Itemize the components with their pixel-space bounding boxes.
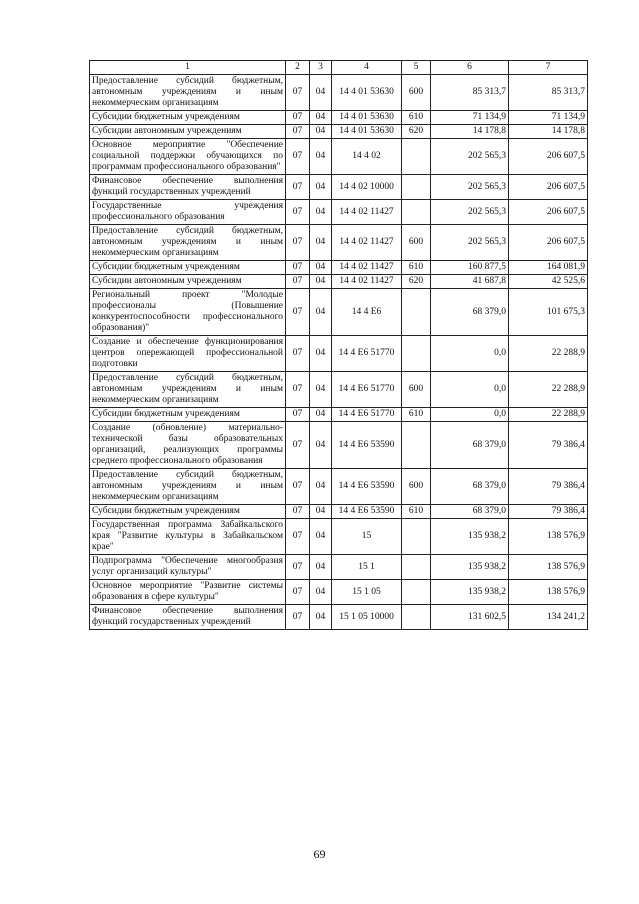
amount-year2-cell: 79 386,4 — [509, 469, 588, 505]
row-name-cell: Региональный проект "Молодые профессионалы (Повышение конкурентоспособности профессионального образования)" — [90, 289, 286, 336]
row-name-cell: Основное мероприятие "Развитие системы образования в сфере культуры" — [90, 580, 286, 605]
section-code-cell: 07 — [286, 422, 310, 469]
header-cell: 1 — [90, 61, 286, 75]
section-code-cell: 07 — [286, 275, 310, 289]
row-name-cell: Создание (обновление) материально-технической базы образовательных организаций, реализующих программы среднего профессионального образования — [90, 422, 286, 469]
expense-type-cell: 610 — [402, 408, 431, 422]
row-name-cell: Основное мероприятие "Обеспечение социальной поддержки обучающихся по программам профессионального образования" — [90, 139, 286, 175]
subsection-code-cell: 04 — [310, 139, 332, 175]
amount-year1-cell: 68 379,0 — [431, 422, 509, 469]
subsection-code-cell: 04 — [310, 469, 332, 505]
header-cell: 6 — [431, 61, 509, 75]
row-name-cell: Предоставление субсидий бюджетным, автономным учреждениям и иным некоммерческим организациям — [90, 75, 286, 111]
expense-type-cell — [402, 200, 431, 225]
section-code-cell: 07 — [286, 555, 310, 580]
table-row — [90, 469, 588, 505]
amount-year1-cell: 135 938,2 — [431, 519, 509, 555]
target-article-cell: 14 4 01 53630 — [332, 125, 402, 139]
row-name-cell: Создание и обеспечение функционирования центров опережающей профессиональной подготовки — [90, 336, 286, 372]
expense-type-cell — [402, 422, 431, 469]
section-code-cell: 07 — [286, 469, 310, 505]
section-code-cell: 07 — [286, 336, 310, 372]
subsection-code-cell: 04 — [310, 225, 332, 261]
target-article-cell: 14 4 01 53630 — [332, 111, 402, 125]
amount-year2-cell: 206 607,5 — [509, 225, 588, 261]
target-article-cell: 14 4 02 10000 — [332, 175, 402, 200]
row-name-cell: Подпрограмма "Обеспечение многообразия услуг организаций культуры" — [90, 555, 286, 580]
amount-year2-cell: 85 313,7 — [509, 75, 588, 111]
row-name-cell: Субсидии автономным учреждениям — [90, 125, 286, 139]
subsection-code-cell: 04 — [310, 580, 332, 605]
subsection-code-cell: 04 — [310, 336, 332, 372]
row-name-cell: Финансовое обеспечение выполнения функций государственных учреждений — [90, 605, 286, 630]
header-cell: 3 — [310, 61, 332, 75]
target-article-cell: 14 4 02 11427 — [332, 261, 402, 275]
target-article-cell: 14 4 E6 53590 — [332, 505, 402, 519]
amount-year1-cell: 68 379,0 — [431, 469, 509, 505]
amount-year1-cell: 135 938,2 — [431, 555, 509, 580]
target-article-cell: 14 4 E6 51770 — [332, 408, 402, 422]
section-code-cell: 07 — [286, 175, 310, 200]
expense-type-cell — [402, 519, 431, 555]
section-code-cell: 07 — [286, 125, 310, 139]
amount-year2-cell: 164 081,9 — [509, 261, 588, 275]
table-row — [90, 580, 588, 605]
amount-year2-cell: 71 134,9 — [509, 111, 588, 125]
expense-type-cell: 610 — [402, 505, 431, 519]
row-name-cell: Предоставление субсидий бюджетным, автономным учреждениям и иным некоммерческим организациям — [90, 372, 286, 408]
row-name-cell: Субсидии бюджетным учреждениям — [90, 111, 286, 125]
row-name-cell: Предоставление субсидий бюджетным, автономным учреждениям и иным некоммерческим организациям — [90, 225, 286, 261]
expense-type-cell: 610 — [402, 111, 431, 125]
row-name-cell: Финансовое обеспечение выполнения функций государственных учреждений — [90, 175, 286, 200]
section-code-cell: 07 — [286, 505, 310, 519]
subsection-code-cell: 04 — [310, 408, 332, 422]
amount-year2-cell: 22 288,9 — [509, 372, 588, 408]
amount-year2-cell: 79 386,4 — [509, 422, 588, 469]
subsection-code-cell: 04 — [310, 519, 332, 555]
target-article-cell: 14 4 02 11427 — [332, 225, 402, 261]
amount-year1-cell: 0,0 — [431, 372, 509, 408]
amount-year2-cell: 206 607,5 — [509, 175, 588, 200]
table-row — [90, 225, 588, 261]
expense-type-cell — [402, 336, 431, 372]
expense-type-cell: 600 — [402, 372, 431, 408]
amount-year1-cell: 71 134,9 — [431, 111, 509, 125]
section-code-cell: 07 — [286, 372, 310, 408]
target-article-cell: 14 4 E6 53590 — [332, 422, 402, 469]
section-code-cell: 07 — [286, 75, 310, 111]
budget-table — [89, 60, 588, 630]
table-header-row — [90, 61, 588, 75]
table-row — [90, 422, 588, 469]
section-code-cell: 07 — [286, 289, 310, 336]
header-cell: 5 — [402, 61, 431, 75]
target-article-cell: 14 4 02 — [332, 139, 402, 175]
subsection-code-cell: 04 — [310, 422, 332, 469]
amount-year2-cell: 138 576,9 — [509, 519, 588, 555]
expense-type-cell: 610 — [402, 261, 431, 275]
expense-type-cell — [402, 139, 431, 175]
amount-year2-cell: 42 525,6 — [509, 275, 588, 289]
expense-type-cell: 600 — [402, 469, 431, 505]
expense-type-cell: 600 — [402, 225, 431, 261]
section-code-cell: 07 — [286, 225, 310, 261]
row-name-cell: Государственные учреждения профессионального образования — [90, 200, 286, 225]
subsection-code-cell: 04 — [310, 111, 332, 125]
subsection-code-cell: 04 — [310, 555, 332, 580]
amount-year2-cell: 138 576,9 — [509, 580, 588, 605]
section-code-cell: 07 — [286, 200, 310, 225]
amount-year2-cell: 138 576,9 — [509, 555, 588, 580]
row-name-cell: Государственная программа Забайкальского края "Развитие культуры в Забайкальском крае" — [90, 519, 286, 555]
target-article-cell: 14 4 E6 51770 — [332, 372, 402, 408]
amount-year1-cell: 68 379,0 — [431, 289, 509, 336]
header-cell: 7 — [509, 61, 588, 75]
amount-year2-cell: 101 675,3 — [509, 289, 588, 336]
amount-year1-cell: 0,0 — [431, 408, 509, 422]
table-row — [90, 275, 588, 289]
expense-type-cell — [402, 605, 431, 630]
subsection-code-cell: 04 — [310, 372, 332, 408]
table-row — [90, 175, 588, 200]
section-code-cell: 07 — [286, 408, 310, 422]
amount-year1-cell: 202 565,3 — [431, 225, 509, 261]
subsection-code-cell: 04 — [310, 505, 332, 519]
table-row — [90, 408, 588, 422]
amount-year1-cell: 202 565,3 — [431, 139, 509, 175]
amount-year1-cell: 202 565,3 — [431, 200, 509, 225]
target-article-cell: 14 4 02 11427 — [332, 275, 402, 289]
subsection-code-cell: 04 — [310, 175, 332, 200]
target-article-cell: 14 4 E6 — [332, 289, 402, 336]
target-article-cell: 14 4 E6 53590 — [332, 469, 402, 505]
amount-year1-cell: 135 938,2 — [431, 580, 509, 605]
amount-year2-cell: 134 241,2 — [509, 605, 588, 630]
expense-type-cell: 620 — [402, 125, 431, 139]
header-cell: 2 — [286, 61, 310, 75]
subsection-code-cell: 04 — [310, 289, 332, 336]
amount-year1-cell: 131 602,5 — [431, 605, 509, 630]
expense-type-cell: 620 — [402, 275, 431, 289]
amount-year2-cell: 79 386,4 — [509, 505, 588, 519]
amount-year1-cell: 0,0 — [431, 336, 509, 372]
target-article-cell: 14 4 E6 51770 — [332, 336, 402, 372]
subsection-code-cell: 04 — [310, 261, 332, 275]
table-row — [90, 111, 588, 125]
subsection-code-cell: 04 — [310, 200, 332, 225]
amount-year1-cell: 41 687,8 — [431, 275, 509, 289]
table-row — [90, 372, 588, 408]
amount-year2-cell: 206 607,5 — [509, 139, 588, 175]
amount-year1-cell: 160 877,5 — [431, 261, 509, 275]
row-name-cell: Субсидии автономным учреждениям — [90, 275, 286, 289]
amount-year1-cell: 14 178,8 — [431, 125, 509, 139]
amount-year2-cell: 22 288,9 — [509, 408, 588, 422]
target-article-cell: 15 1 — [332, 555, 402, 580]
amount-year1-cell: 68 379,0 — [431, 505, 509, 519]
target-article-cell: 14 4 01 53630 — [332, 75, 402, 111]
table-row — [90, 519, 588, 555]
amount-year2-cell: 206 607,5 — [509, 200, 588, 225]
table-row — [90, 261, 588, 275]
table-row — [90, 505, 588, 519]
subsection-code-cell: 04 — [310, 75, 332, 111]
expense-type-cell — [402, 555, 431, 580]
expense-type-cell — [402, 175, 431, 200]
section-code-cell: 07 — [286, 580, 310, 605]
expense-type-cell — [402, 580, 431, 605]
target-article-cell: 15 1 05 10000 — [332, 605, 402, 630]
table-row — [90, 139, 588, 175]
page-number: 69 — [313, 847, 326, 861]
table-row — [90, 289, 588, 336]
section-code-cell: 07 — [286, 111, 310, 125]
section-code-cell: 07 — [286, 139, 310, 175]
amount-year1-cell: 85 313,7 — [431, 75, 509, 111]
subsection-code-cell: 04 — [310, 275, 332, 289]
table-row — [90, 200, 588, 225]
amount-year2-cell: 22 288,9 — [509, 336, 588, 372]
row-name-cell: Предоставление субсидий бюджетным, автономным учреждениям и иным некоммерческим организациям — [90, 469, 286, 505]
target-article-cell: 15 1 05 — [332, 580, 402, 605]
target-article-cell: 14 4 02 11427 — [332, 200, 402, 225]
expense-type-cell — [402, 289, 431, 336]
subsection-code-cell: 04 — [310, 605, 332, 630]
table-row — [90, 75, 588, 111]
table-row — [90, 555, 588, 580]
row-name-cell: Субсидии бюджетным учреждениям — [90, 505, 286, 519]
amount-year1-cell: 202 565,3 — [431, 175, 509, 200]
subsection-code-cell: 04 — [310, 125, 332, 139]
row-name-cell: Субсидии бюджетным учреждениям — [90, 261, 286, 275]
table-row — [90, 605, 588, 630]
table-row — [90, 125, 588, 139]
section-code-cell: 07 — [286, 605, 310, 630]
table-row — [90, 336, 588, 372]
amount-year2-cell: 14 178,8 — [509, 125, 588, 139]
table-body — [90, 75, 588, 630]
header-cell: 4 — [332, 61, 402, 75]
row-name-cell: Субсидии бюджетным учреждениям — [90, 408, 286, 422]
section-code-cell: 07 — [286, 261, 310, 275]
expense-type-cell: 600 — [402, 75, 431, 111]
section-code-cell: 07 — [286, 519, 310, 555]
target-article-cell: 15 — [332, 519, 402, 555]
